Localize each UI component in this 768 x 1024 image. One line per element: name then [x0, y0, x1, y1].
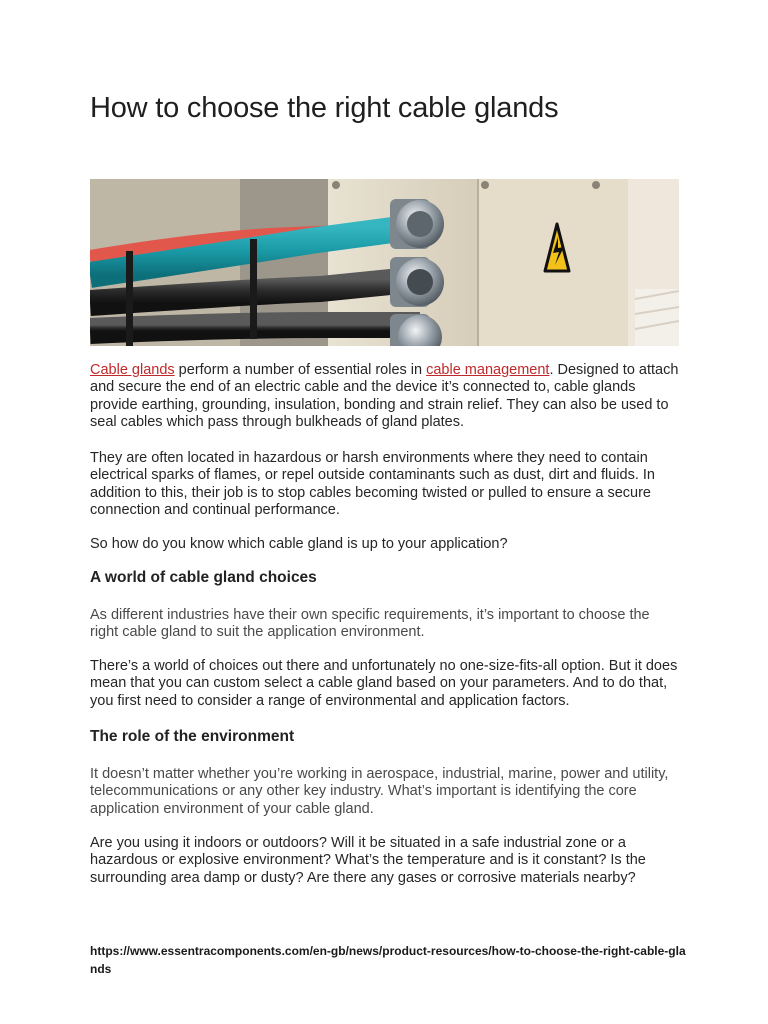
- paragraph-hazardous: They are often located in hazardous or harsh environments where they need to contain electrical sparks of flames, or repel outside contaminants such as dust, dirt and fluids. In addition to this, their job is to stop cables becoming twisted or pulled to ensure a secure connection and continual performance.: [90, 450, 655, 518]
- cable-management-link[interactable]: cable management: [426, 362, 550, 378]
- page-title: How to choose the right cable glands: [90, 92, 559, 124]
- intro-paragraph: [90, 362, 680, 431]
- intro-text-2: . Designed to attach and secure the end of an electric cable and the device it’s connected to, cable glands provide earthing, grounding, insulation, bonding and strain relief. They can also be used to seal cables which pass through bulkheads of gland plates.: [90, 362, 679, 430]
- section-heading-choices: A world of cable gland choices: [90, 569, 317, 586]
- paragraph-industries: As different industries have their own specific requirements, it’s important to choose the right cable gland to suit the application environment.: [90, 607, 650, 641]
- paragraph-world-of-choices: There’s a world of choices out there and unfortunately no one-size-fits-all option. But it does mean that you can custom select a cable gland based on your parameters. And to do that, you first need to consider a range of environmental and application factors.: [90, 658, 678, 709]
- section-heading-environment: The role of the environment: [90, 728, 295, 745]
- paragraph-questions-environment: Are you using it indoors or outdoors? Will it be situated in a safe industrial zone or a hazardous or explosive environment? What’s the temperature and is it constant? Is the surrounding area damp or dusty? Are there any gases or corrosive materials nearby?: [90, 835, 646, 886]
- paragraph-question: So how do you know which cable gland is up to your application?: [90, 536, 508, 552]
- cable-gland-photo: [90, 179, 679, 346]
- cable-glands-link[interactable]: Cable glands: [90, 362, 175, 378]
- intro-text-1: perform a number of essential roles in: [174, 362, 427, 378]
- paragraph-industry-matters: It doesn’t matter whether you’re working in aerospace, industrial, marine, power and utility, telecommunications or any other key industry. What’s important is identifying the core application environment of your cable gland.: [90, 766, 669, 817]
- source-url[interactable]: https://www.essentracomponents.com/en-gb/news/product-resources/how-to-choose-the-right-cable-glands: [90, 944, 686, 976]
